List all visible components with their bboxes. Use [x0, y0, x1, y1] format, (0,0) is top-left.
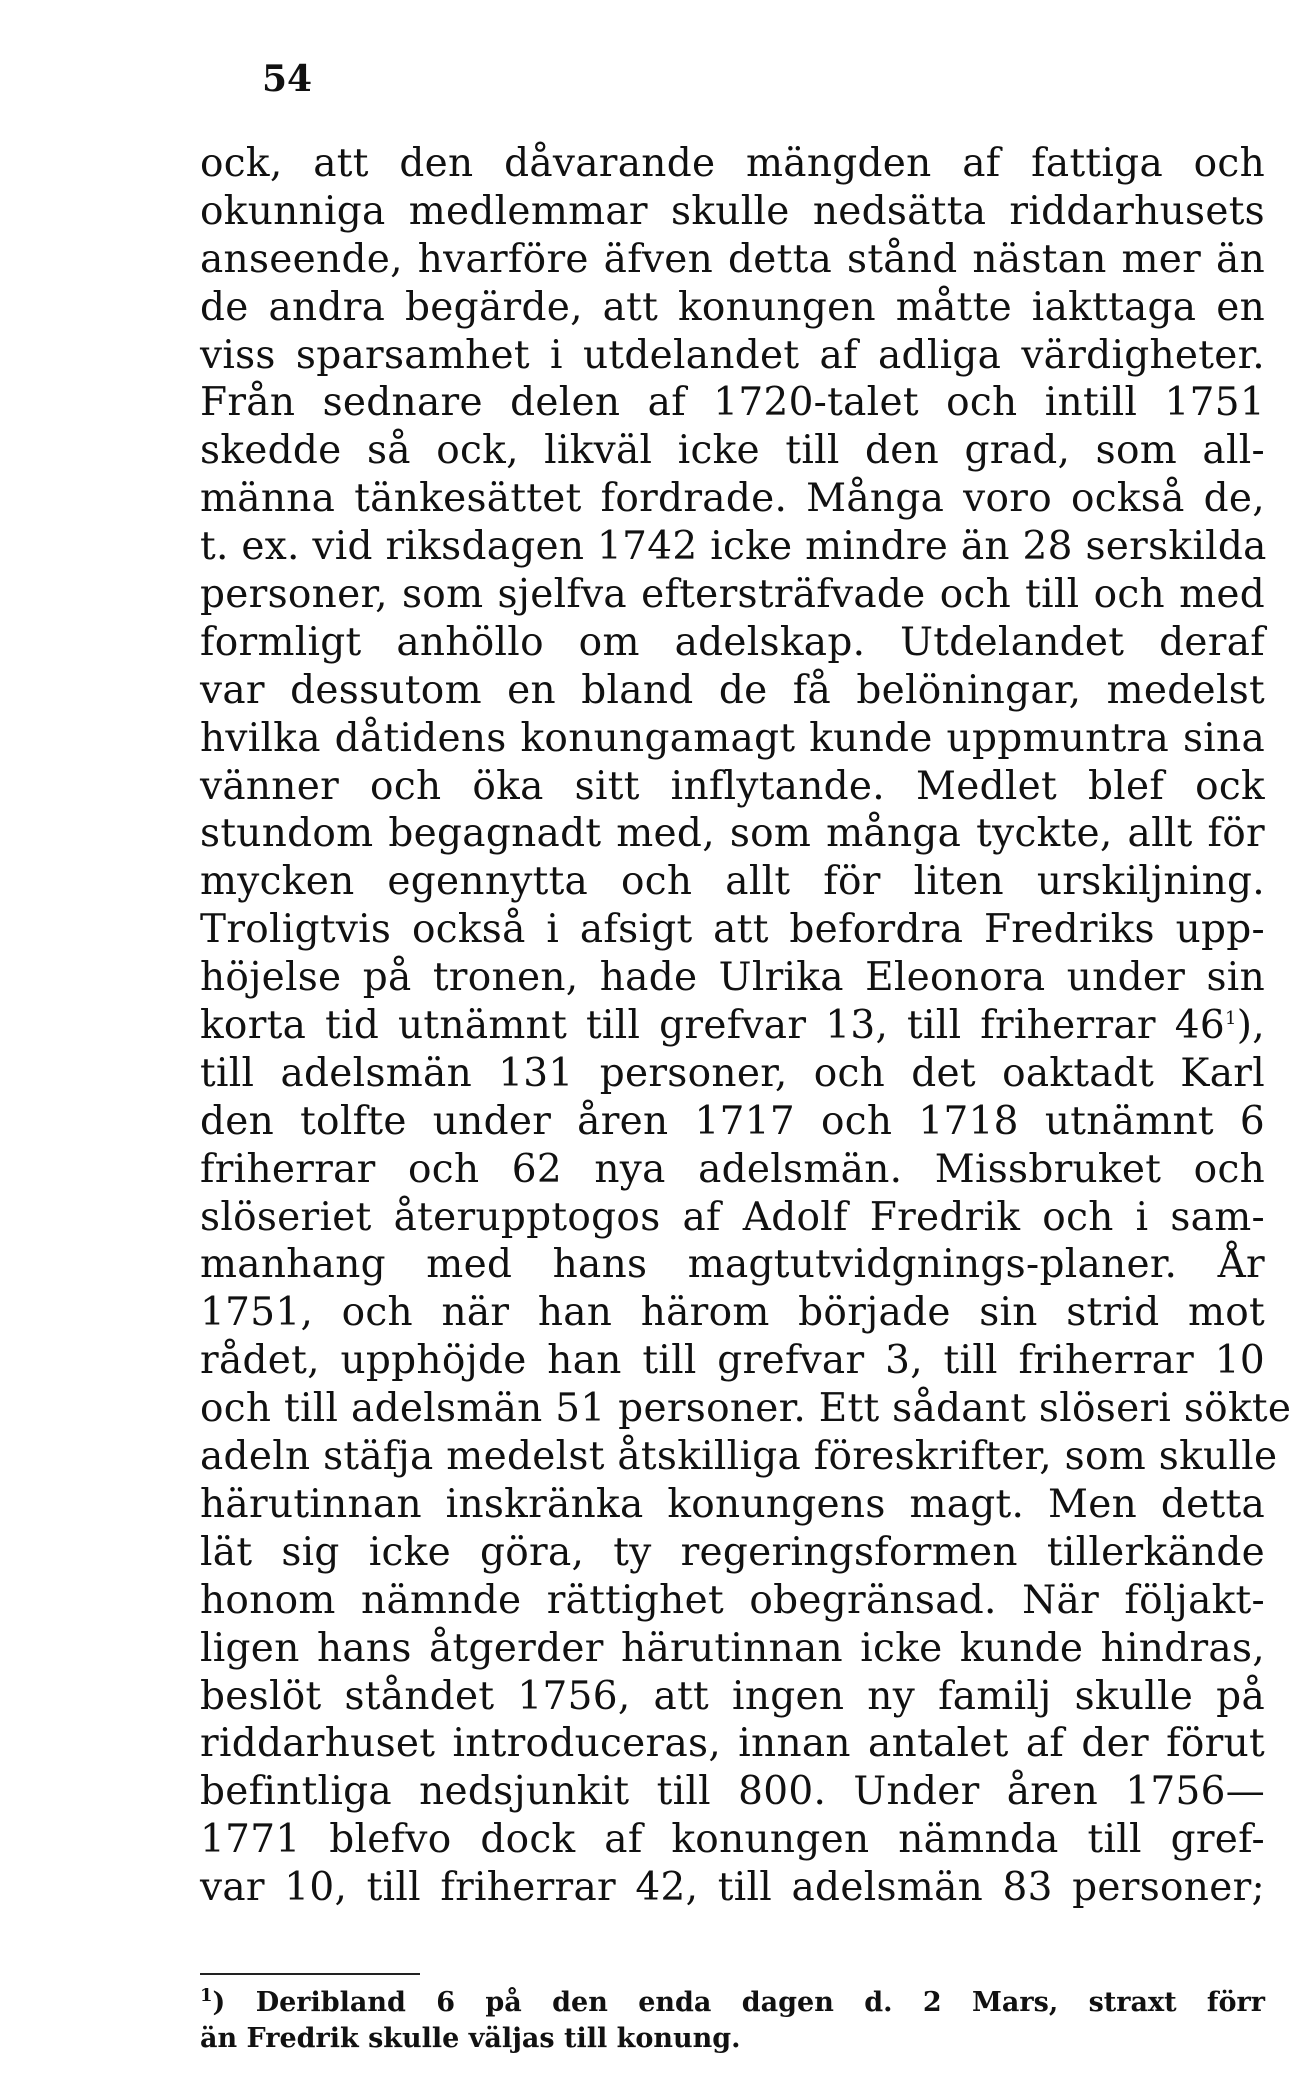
- text-line: personer, som sjelfva eftersträfvade och till och med: [200, 572, 1265, 618]
- footnote-mark: 1: [200, 1985, 213, 2006]
- footnotes: [200, 1985, 1265, 2057]
- text-line: var 10, till friherrar 42, till adelsmän 83 personer;: [200, 1865, 1265, 1911]
- text-line: friherrar och 62 nya adelsmän. Missbruket och: [200, 1146, 1265, 1192]
- footnote-line: än Fredrik skulle väljas till konung.: [200, 2023, 741, 2054]
- text-line: okunniga medlemmar skulle nedsätta riddarhusets: [200, 188, 1265, 234]
- text-line: riddarhuset introduceras, innan antalet af der förut: [200, 1721, 1265, 1767]
- text-line: männa tänkesättet fordrade. Många voro också de,: [200, 476, 1265, 522]
- text-line: stundom begagnadt med, som många tyckte, allt för: [200, 811, 1265, 857]
- text-line: 1751, och när han härom började sin strid mot: [200, 1290, 1265, 1336]
- text-line: härutinnan inskränka konungens magt. Men detta: [200, 1481, 1265, 1527]
- text-line: anseende, hvarföre äfven detta stånd nästan mer än: [200, 236, 1265, 282]
- text-line-with-footnote-ref: [200, 1002, 1265, 1050]
- footnote-divider: [200, 1973, 420, 1975]
- footnote-line: [200, 1985, 1265, 2021]
- text-line: viss sparsamhet i utdelandet af adliga värdigheter.: [200, 332, 1265, 378]
- text-line: den tolfte under åren 1717 och 1718 utnämnt 6: [200, 1098, 1265, 1144]
- footnote-mark-suffix: ): [212, 1987, 226, 2018]
- text-line: t. ex. vid riksdagen 1742 icke mindre än 28 serskilda: [200, 524, 1267, 570]
- text-line: 1771 blefvo dock af konungen nämnda till gref-: [200, 1817, 1265, 1863]
- footnote-reference-mark: 1: [1225, 1008, 1237, 1030]
- footnote-reference-suffix: ),: [1236, 1003, 1265, 1049]
- text-line: adeln stäfja medelst åtskilliga föreskrifter, som skulle: [200, 1434, 1278, 1480]
- text-line: beslöt ståndet 1756, att ingen ny familj skulle på: [200, 1673, 1265, 1719]
- text-line: mycken egennytta och allt för liten urskiljning.: [200, 859, 1265, 905]
- text-line: till adelsmän 131 personer, och det oaktadt Karl: [200, 1050, 1265, 1096]
- page-number: 54: [262, 58, 313, 100]
- text-line: Från sednare delen af 1720-talet och intill 1751: [200, 380, 1265, 426]
- text-line: höjelse på tronen, hade Ulrika Eleonora under sin: [200, 955, 1265, 1001]
- text-line: manhang med hans magtutvidgnings-planer. År: [200, 1242, 1265, 1288]
- text-line: hvilka dåtidens konungamagt kunde uppmuntra sina: [200, 715, 1265, 761]
- text-line: de andra begärde, att konungen måtte iakttaga en: [200, 284, 1265, 330]
- footnote-text: Deribland 6 på den enda dagen d. 2 Mars, straxt förr: [255, 1987, 1265, 2018]
- text-line: var dessutom en bland de få belöningar, medelst: [200, 667, 1265, 713]
- text-line: ock, att den dåvarande mängden af fattiga och: [200, 141, 1265, 186]
- text-line-content: korta tid utnämnt till grefvar 13, till friherrar 46: [200, 1003, 1226, 1049]
- text-line: och till adelsmän 51 personer. Ett sådant slöseri sökte: [200, 1386, 1292, 1432]
- body-text: [200, 140, 1292, 1912]
- text-line: slöseriet återupptogos af Adolf Fredrik och i sam-: [200, 1194, 1265, 1240]
- text-line: honom nämnde rättighet obegränsad. När följakt-: [200, 1577, 1265, 1623]
- text-line: befintliga nedsjunkit till 800. Under åren 1756—: [200, 1769, 1265, 1815]
- text-line: lät sig icke göra, ty regeringsformen tillerkände: [200, 1529, 1265, 1575]
- text-line: formligt anhöllo om adelskap. Utdelandet deraf: [200, 619, 1265, 665]
- text-line: Troligtvis också i afsigt att befordra Fredriks upp-: [200, 907, 1265, 953]
- text-line: skedde så ock, likväl icke till den grad, som all-: [200, 428, 1265, 474]
- text-line: ligen hans åtgerder härutinnan icke kunde hindras,: [200, 1625, 1265, 1671]
- text-line: vänner och öka sitt inflytande. Medlet blef ock: [200, 763, 1265, 809]
- text-line: rådet, upphöjde han till grefvar 3, till friherrar 10: [200, 1338, 1265, 1384]
